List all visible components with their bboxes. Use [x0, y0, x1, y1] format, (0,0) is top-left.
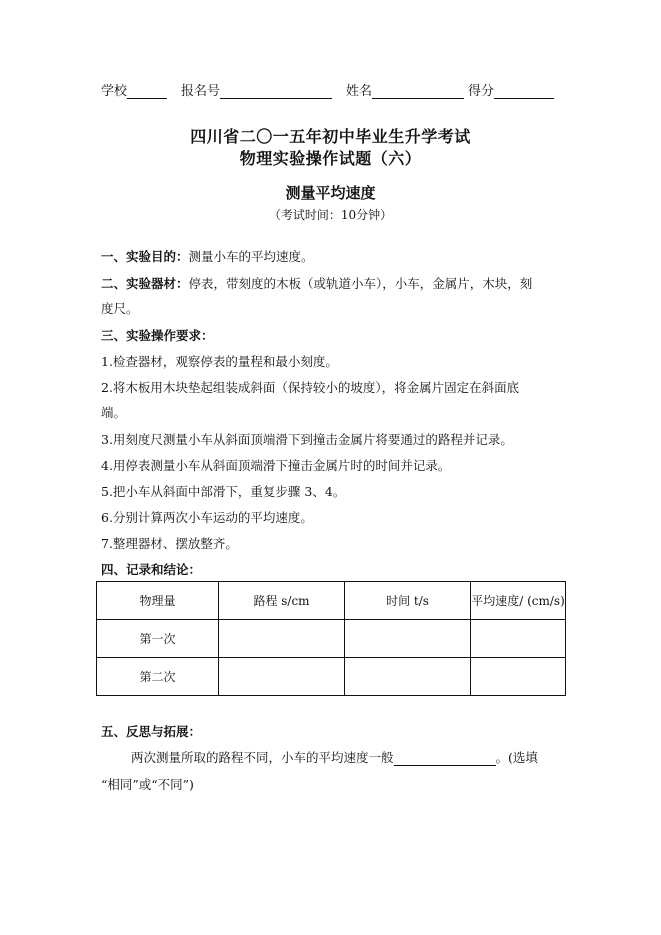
- reflect-text-continued: “相同”或“不同”): [101, 777, 194, 792]
- step-2-continued: 端。: [101, 405, 127, 420]
- purpose-line: [101, 247, 314, 265]
- reflect-question: [131, 748, 538, 766]
- equipment-line: [101, 274, 532, 292]
- header-distance: 路程 s/cm: [219, 582, 345, 620]
- school-label: 学校: [101, 84, 128, 99]
- header-quantity: 物理量: [97, 582, 219, 620]
- equipment-text: 停表，带刻度的木板（或轨道小车），小车，金属片，木块，刻: [188, 276, 533, 291]
- header-average-speed: 平均速度/ (cm/s): [471, 582, 566, 620]
- step-4: 4.用停表测量小车从斜面顶端滑下撞击金属片时的时间并记录。: [101, 458, 451, 473]
- exam-title: 四川省二〇一五年初中毕业生升学考试: [190, 127, 471, 146]
- reflect-tail: 。(选填: [495, 750, 538, 765]
- score-blank[interactable]: [494, 84, 554, 99]
- header-time: 时间 t/s: [345, 582, 471, 620]
- step-2: 2.将木板用木块垫起组装成斜面（保持较小的坡度），将金属片固定在斜面底: [101, 380, 520, 395]
- registration-number-label: 报名号: [181, 84, 221, 99]
- exam-time-note: （考试时间：10分钟）: [268, 208, 393, 222]
- first-distance-cell[interactable]: [219, 620, 345, 658]
- school-blank[interactable]: [127, 84, 167, 99]
- requirements-heading: 三、实验操作要求：: [101, 328, 214, 343]
- row-label-first: 第一次: [97, 620, 219, 658]
- name-label: 姓名: [346, 84, 373, 99]
- purpose-text: 测量小车的平均速度。: [188, 249, 314, 264]
- table-row: [97, 620, 566, 658]
- equipment-heading: 二、实验器材：: [101, 276, 189, 291]
- first-time-cell[interactable]: [345, 620, 471, 658]
- reflect-text: 两次测量所取的路程不同，小车的平均速度一般: [131, 750, 394, 765]
- exam-subtitle: 物理实验操作试题（六）: [239, 149, 422, 168]
- record-heading: 四、记录和结论：: [101, 562, 202, 577]
- first-speed-cell[interactable]: [471, 620, 566, 658]
- answer-blank[interactable]: [394, 752, 496, 766]
- table-header-row: [97, 582, 566, 620]
- header-info-line: [101, 80, 558, 99]
- experiment-title: 测量平均速度: [285, 184, 376, 202]
- step-7: 7.整理器材、摆放整齐。: [101, 536, 238, 551]
- second-time-cell[interactable]: [345, 658, 471, 696]
- row-label-second: 第二次: [97, 658, 219, 696]
- purpose-heading: 一、实验目的：: [101, 249, 189, 264]
- score-label: 得分: [468, 84, 495, 99]
- step-5: 5.把小车从斜面中部滑下，重复步骤 3、4。: [101, 484, 346, 499]
- reflect-heading: 五、反思与拓展：: [101, 724, 202, 739]
- name-blank[interactable]: [372, 84, 464, 99]
- second-speed-cell[interactable]: [471, 658, 566, 696]
- equipment-text-continued: 度尺。: [101, 301, 139, 316]
- record-table: [96, 581, 566, 696]
- step-6: 6.分别计算两次小车运动的平均速度。: [101, 510, 313, 525]
- registration-number-blank[interactable]: [220, 84, 332, 99]
- step-3: 3.用刻度尺测量小车从斜面顶端滑下到撞击金属片将要通过的路程并记录。: [101, 432, 513, 447]
- step-1: 1.检查器材，观察停表的量程和最小刻度。: [101, 354, 338, 369]
- second-distance-cell[interactable]: [219, 658, 345, 696]
- table-row: [97, 658, 566, 696]
